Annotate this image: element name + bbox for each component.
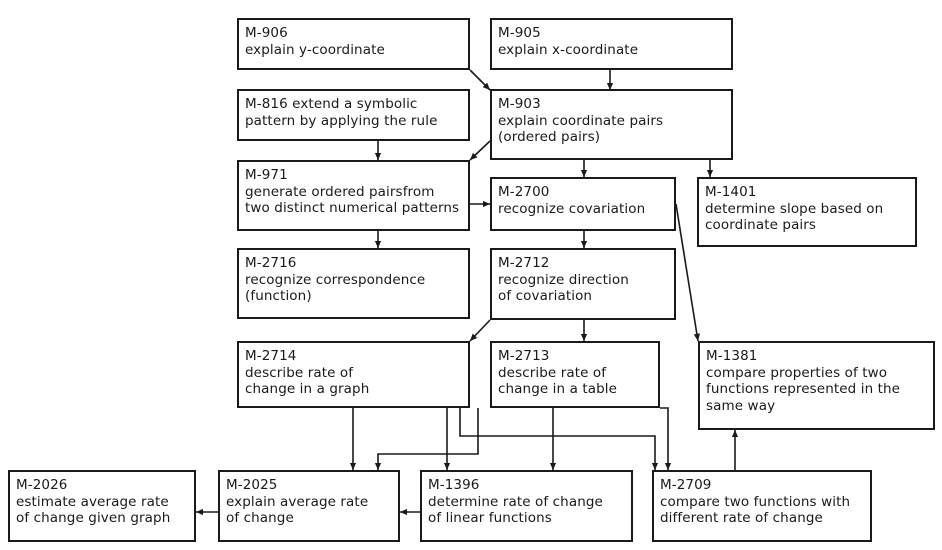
edge-m903-m971 [470,141,490,160]
node-m2700 [490,177,676,231]
node-code: M-816 extend a symbolic [245,96,418,112]
edge-m2714-m2709 [460,408,655,470]
edge-m2713-m2025 [378,408,478,470]
node-code: M-2716 [245,255,297,271]
node-code: M-905 [498,25,541,41]
node-text: pattern by applying the rule [245,112,438,129]
node-code: M-1401 [705,184,757,200]
node-m2714 [237,341,470,408]
node-m2712 [490,248,676,320]
node-text: describe rate of change in a graph [245,364,370,397]
node-text: explain coordinate pairs (ordered pairs) [498,112,664,145]
node-text: compare two functions with different rate of change [660,493,851,526]
node-code: M-2712 [498,255,550,271]
node-m816 [237,89,470,141]
node-code: M-971 [245,167,288,183]
node-code: M-2025 [226,477,278,493]
edge-m906-m903 [470,70,490,90]
node-code: M-1396 [428,477,480,493]
node-text: explain y-coordinate [245,41,385,58]
node-text: determine rate of change of linear functions [428,493,603,526]
edge-m2712-m2714 [470,320,490,341]
node-m905 [490,18,733,70]
node-code: M-2714 [245,348,297,364]
node-m2025 [218,470,400,542]
node-text: recognize correspondence (function) [245,271,426,304]
edge-m2713-m2709 [660,408,668,470]
node-m971 [237,160,470,231]
node-code: M-903 [498,96,541,112]
node-m2716 [237,248,470,319]
node-text: compare properties of two functions represented in the same way [706,364,901,414]
node-m1401 [697,177,917,247]
node-m2026 [8,470,196,542]
node-text: explain x-coordinate [498,41,639,58]
node-code: M-2713 [498,348,550,364]
node-code: M-2700 [498,184,550,200]
node-m2709 [652,470,872,542]
node-m2713 [490,341,660,408]
node-text: explain average rate of change [226,493,369,526]
node-text: recognize direction of covariation [498,271,629,304]
node-code: M-2026 [16,477,68,493]
node-m903 [490,89,733,160]
node-code: M-906 [245,25,288,41]
node-m1396 [420,470,633,542]
node-m1381 [698,341,935,430]
node-text: generate ordered pairsfrom two distinct numerical patterns [245,183,460,216]
node-code: M-2709 [660,477,712,493]
node-text: recognize covariation [498,200,646,217]
edge-m2700-m1381 [676,204,698,341]
node-text: determine slope based on coordinate pairs [705,200,884,233]
node-text: describe rate of change in a table [498,364,618,397]
node-code: M-1381 [706,348,758,364]
node-m906 [237,18,470,70]
node-text: estimate average rate of change given graph [16,493,171,526]
